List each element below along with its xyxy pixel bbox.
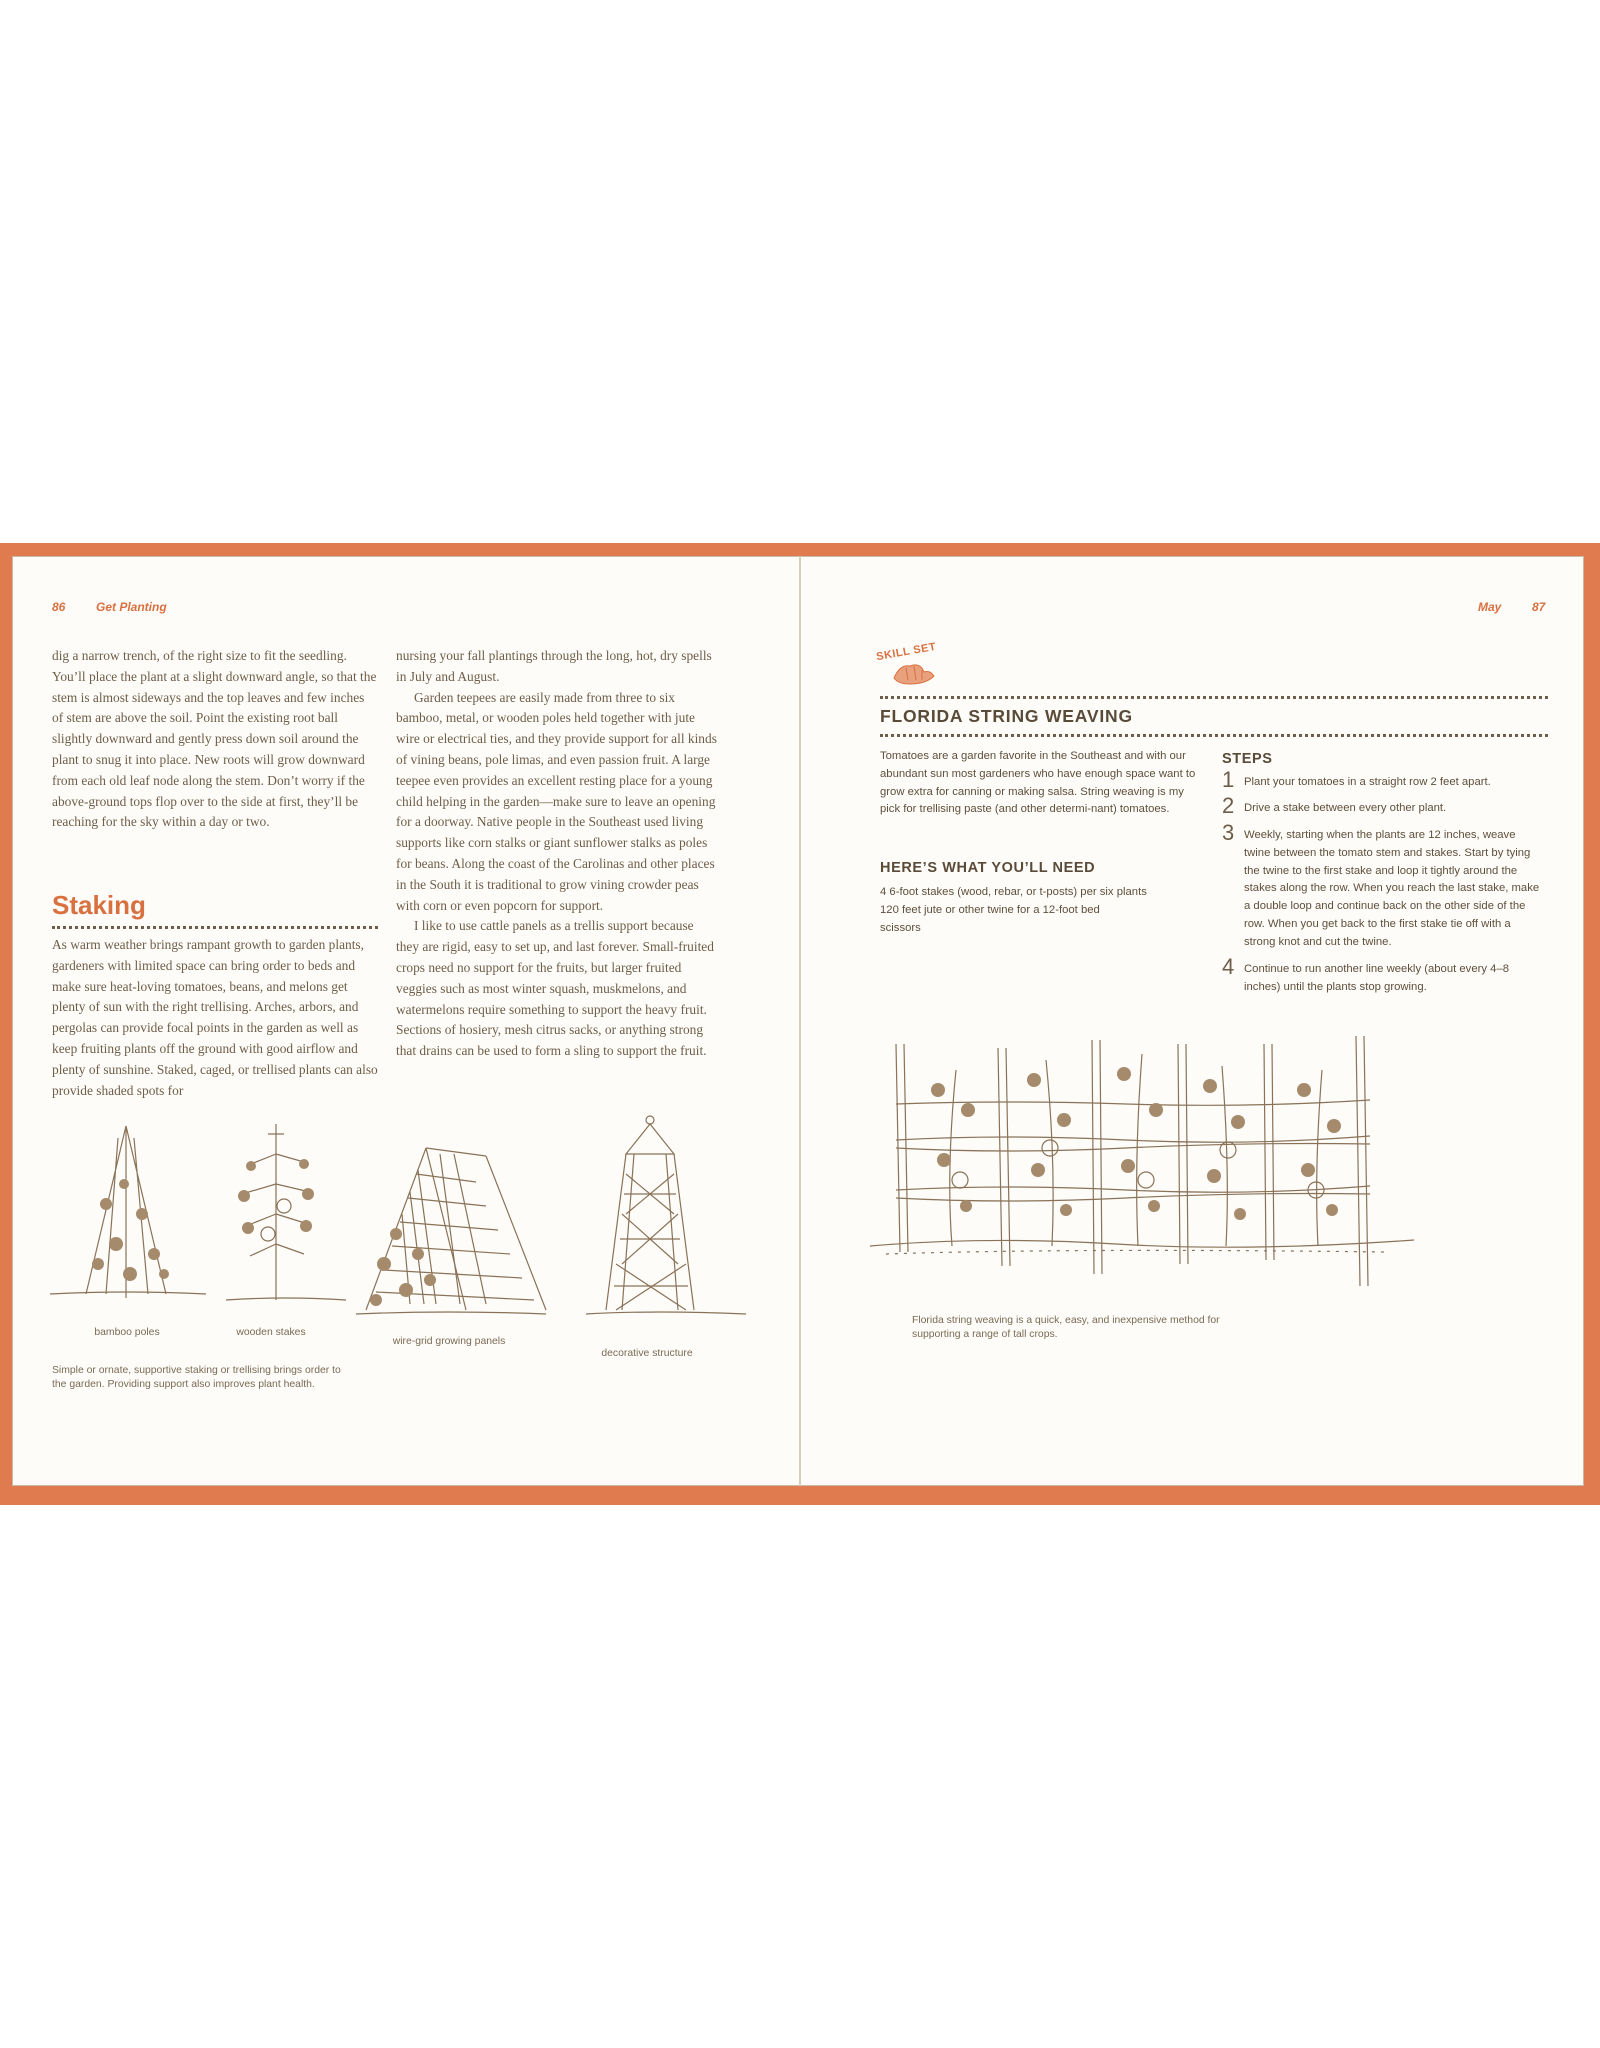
label-wire-grid-panels: wire-grid growing panels xyxy=(392,1336,506,1347)
title-bottom-dotted-rule xyxy=(880,734,1548,737)
need-item: 120 feet jute or other twine for a 12-foot bed xyxy=(880,903,1100,916)
left-running-head: Get Planting xyxy=(96,600,167,614)
left-col2-text xyxy=(396,646,720,1062)
steps-heading: STEPS xyxy=(1222,751,1273,767)
step-number: 3 xyxy=(1222,820,1235,845)
staking-text xyxy=(52,935,378,1101)
skill-title: FLORIDA STRING WEAVING xyxy=(880,706,1133,726)
staking-paragraph: As warm weather brings rampant growth to garden plants, gardeners with limited space can bring order to beds and make sure heat-loving tomatoes, beans, and melons get plenty of sun with the right trellising. Arches, arbors, and pergolas can provide focal points in the garden as well as keep fruiting plants off the ground with good airflow and plenty of sunshine. Staked, caged, or trellised plants can also provide shaded spots for xyxy=(52,937,378,1098)
col2-paragraph-3: I like to use cattle panels as a trellis support because they are rigid, easy to set up, and last forever. Small-fruited crops need no support for the fruits, but larger fruited veggies such as most winter squash, muskmelons, and watermelons require something to support the heavy fruit. Sections of hosiery, mesh citrus sacks, or anything strong that drains can be used to form a sling to support the fruit. xyxy=(396,918,714,1059)
label-decorative-structure: decorative structure xyxy=(601,1348,693,1359)
need-list xyxy=(880,884,1206,937)
step-text: Drive a stake between every other plant. xyxy=(1244,802,1447,814)
step-text: Plant your tomatoes in a straight row 2 feet apart. xyxy=(1244,776,1491,788)
step-number: 2 xyxy=(1222,793,1235,818)
step-text: Weekly, starting when the plants are 12 inches, weave twine between the tomato stem and stakes. Start by tying the twine to the first stake and loop it tightly around the stakes along the row. When you reach the last stake, make a double loop and continue back on the other side of the row. When you get back to the first stake tie off with a strong knot and cut the twine. xyxy=(1244,829,1540,948)
tomato-plants xyxy=(931,1054,1341,1246)
col2-paragraph-1: nursing your fall plantings through the long, hot, dry spells in July and August. xyxy=(396,648,712,684)
staking-illustrations xyxy=(46,1114,750,1324)
decorative-obelisk-drawing xyxy=(606,1116,694,1310)
step-number: 1 xyxy=(1222,767,1235,792)
right-caption: Florida string weaving is a quick, easy, and inexpensive method for supporting a range of tall crops. xyxy=(912,1315,1220,1340)
title-top-dotted-rule xyxy=(880,696,1548,699)
bamboo-teepee-drawing xyxy=(86,1126,169,1298)
need-item: scissors xyxy=(880,921,921,934)
col1-paragraph: dig a narrow trench, of the right size to fit the seedling. You’ll place the plant at a slight downward angle, so that the stem is almost sideways and the top leaves and few inches of stem are above the soil. Point the existing root ball slightly downward and gently press down soil around the plant to snug it into place. New roots will grow downward from each old leaf node along the stem. Don’t worry if the above-ground tops flop over to the side at first, they’ll be reaching for the sky within a day or two. xyxy=(52,648,377,830)
wooden-stake-drawing xyxy=(238,1124,314,1300)
left-folio-number: 86 xyxy=(52,600,66,614)
staking-dotted-rule xyxy=(52,926,378,929)
step-number: 4 xyxy=(1222,954,1235,979)
left-col1-text xyxy=(52,646,378,833)
gutter-line xyxy=(799,556,801,1486)
intro-text xyxy=(880,748,1206,819)
right-folio-number: 87 xyxy=(1532,600,1546,614)
skill-set-badge: SKILL SET xyxy=(875,640,938,664)
gloves-icon xyxy=(890,658,940,688)
step-text: Continue to run another line weekly (about every 4–8 inches) until the plants stop growing. xyxy=(1244,963,1510,993)
need-item: 4 6-foot stakes (wood, rebar, or t-posts) per six plants xyxy=(880,886,1147,898)
left-caption: Simple or ornate, supportive staking or trellising brings order to the garden. Providing support also improves plant health. xyxy=(52,1365,341,1390)
right-running-head: May xyxy=(1478,600,1502,614)
label-wooden-stakes: wooden stakes xyxy=(236,1327,306,1338)
wire-grid-panel-drawing xyxy=(366,1148,546,1310)
col2-paragraph-2: Garden teepees are easily made from three to six bamboo, metal, or wooden poles held together with jute wire or electrical ties, and they provide support for all kinds of vining beans, pole limas, and even passion fruit. A large teepee even provides an excellent resting place for a young child helping in the garden—make sure to leave an opening for a doorway. Native people in the Southeast used living supports like corn stalks or giant sunflower stalks as poles for beans. Along the coast of the Carolinas and other places in the South it is traditional to grow vining crowder peas with corn or even popcorn for support. xyxy=(396,689,717,913)
string-weaving-illustration xyxy=(866,1030,1416,1310)
need-heading: HERE’S WHAT YOU’LL NEED xyxy=(880,860,1096,876)
intro-paragraph: Tomatoes are a garden favorite in the Southeast and with our abundant sun most gardeners who have enough space want to grow extra for canning or making salsa. String weaving is my pick for trellising paste (and other determi-nant) tomatoes. xyxy=(880,750,1196,816)
staking-heading: Staking xyxy=(52,890,146,920)
label-bamboo-poles: bamboo poles xyxy=(94,1327,160,1338)
